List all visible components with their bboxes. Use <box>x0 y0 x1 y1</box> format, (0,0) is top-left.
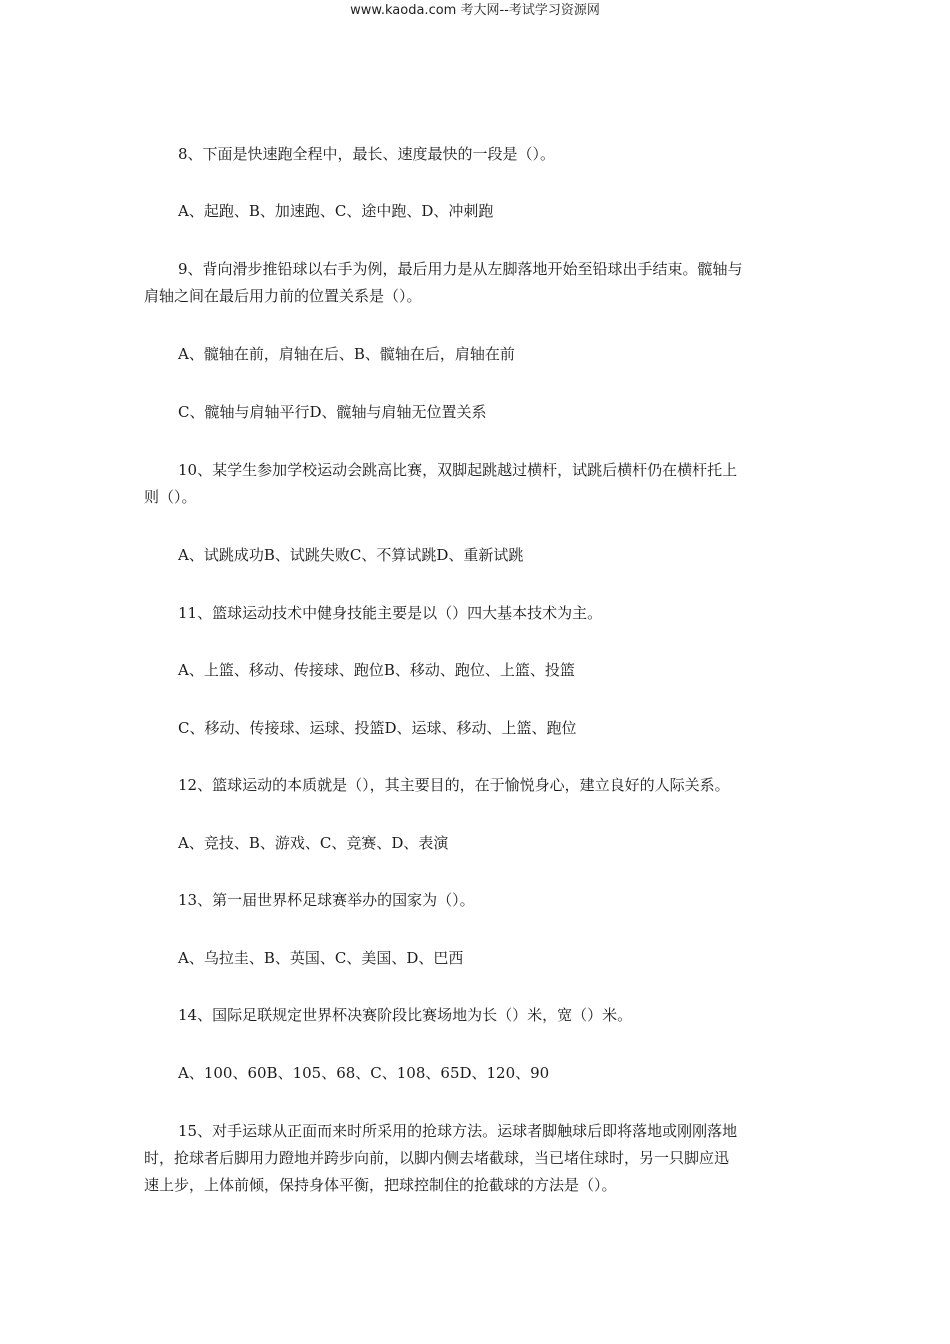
question-text-line-2: 则（）。 <box>144 488 197 506</box>
options-text: A、试跳成功B、试跳失败C、不算试跳D、重新试跳 <box>178 546 524 564</box>
question-13-options <box>144 945 808 972</box>
question-text-line-1: 15、对手运球从正面而来时所采用的抢球方法。运球者脚触球后即将落地或刚刚落地 <box>178 1122 738 1140</box>
question-text-line-2: 时，抢球者后脚用力蹬地并跨步向前，以脚内侧去堵截球，当已堵住球时，另一只脚应迅 <box>144 1149 730 1167</box>
question-9-options-2 <box>144 399 808 426</box>
question-9-options-1 <box>144 341 808 368</box>
question-14-options <box>144 1060 808 1087</box>
options-text: A、髋轴在前，肩轴在后、B、髋轴在后，肩轴在前 <box>178 345 515 363</box>
question-15 <box>144 1118 808 1199</box>
question-text-line-1: 10、某学生参加学校运动会跳高比赛，双脚起跳越过横杆，试跳后横杆仍在横杆托上 <box>178 461 738 479</box>
question-10 <box>144 457 808 511</box>
question-text: 11、篮球运动技术中健身技能主要是以（）四大基本技术为主。 <box>178 604 603 622</box>
question-8-options <box>144 198 808 225</box>
question-9 <box>144 256 808 310</box>
question-text-line-1: 9、背向滑步推铅球以右手为例，最后用力是从左脚落地开始至铅球出手结束。髋轴与 <box>178 260 743 278</box>
options-text: A、上篮、移动、传接球、跑位B、移动、跑位、上篮、投篮 <box>178 661 575 679</box>
question-13 <box>144 887 808 914</box>
options-text: C、移动、传接球、运球、投篮D、运球、移动、上篮、跑位 <box>178 719 577 737</box>
question-12 <box>144 772 808 799</box>
question-11-options-1 <box>144 657 808 684</box>
question-text-line-2: 肩轴之间在最后用力前的位置关系是（）。 <box>144 287 422 305</box>
question-text: 12、篮球运动的本质就是（），其主要目的，在于愉悦身心，建立良好的人际关系。 <box>178 776 730 794</box>
question-text: 13、第一届世界杯足球赛举办的国家为（）。 <box>178 891 475 909</box>
options-text: A、100、60B、105、68、C、108、65D、120、90 <box>178 1064 550 1082</box>
question-8 <box>144 141 808 168</box>
options-text: A、竞技、B、游戏、C、竞赛、D、表演 <box>178 834 449 852</box>
options-text: A、起跑、B、加速跑、C、途中跑、D、冲刺跑 <box>178 202 494 220</box>
header-text: www.kaoda.com 考大网--考试学习资源网 <box>350 3 600 18</box>
question-11-options-2 <box>144 715 808 742</box>
question-text-line-3: 速上步，上体前倾，保持身体平衡，把球控制住的抢截球的方法是（）。 <box>144 1176 617 1194</box>
options-text: C、髋轴与肩轴平行D、髋轴与肩轴无位置关系 <box>178 403 487 421</box>
question-text: 8、下面是快速跑全程中，最长、速度最快的一段是（）。 <box>178 145 556 163</box>
question-14 <box>144 1002 808 1029</box>
options-text: A、乌拉圭、B、英国、C、美国、D、巴西 <box>178 949 464 967</box>
question-11 <box>144 600 808 627</box>
page-header <box>0 2 950 20</box>
question-10-options <box>144 542 808 569</box>
question-12-options <box>144 830 808 857</box>
question-text: 14、国际足联规定世界杯决赛阶段比赛场地为长（）米，宽（）米。 <box>178 1006 633 1024</box>
